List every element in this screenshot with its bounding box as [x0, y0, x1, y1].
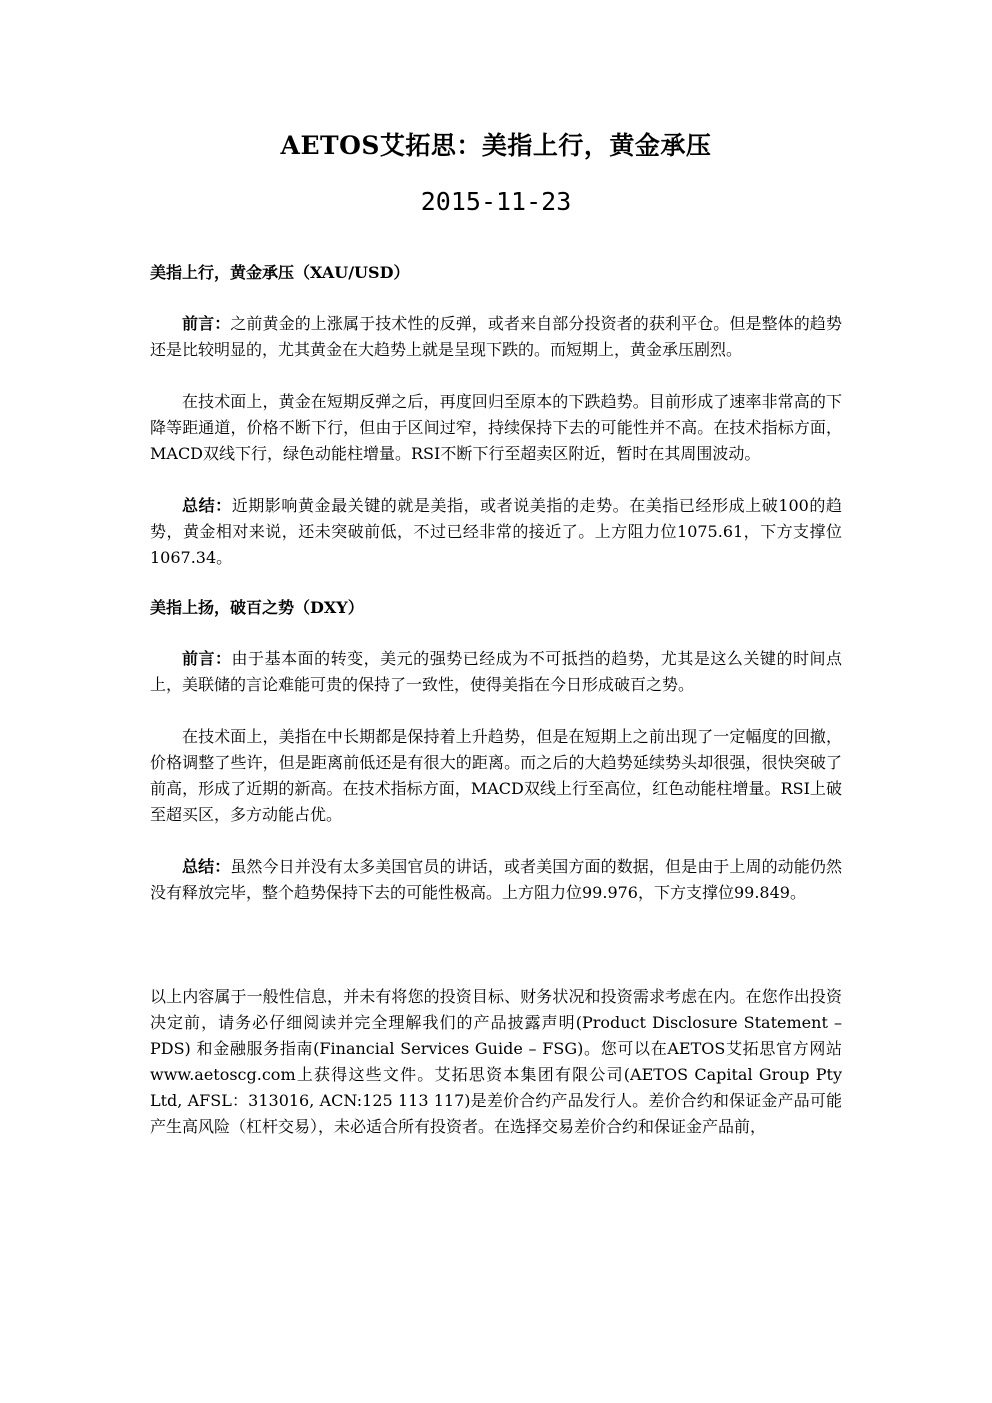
section-gold	[150, 260, 842, 571]
section-heading: 美指上扬，破百之势（DXY）	[150, 598, 364, 617]
preface-paragraph	[150, 646, 842, 698]
disclaimer-paragraph: 以上内容属于一般性信息，并未有将您的投资目标、财务状况和投资需求考虑在内。在您作出投资决定前，请务必仔细阅读并完全理解我们的产品披露声明(Product Disclosure Statement – PDS) 和金融服务指南(Financial Services Guide – FSG)。您可以在AETOS艾拓思官方网站www.aetoscg.com上获得这些文件。艾拓思资本集团有限公司(AETOS Capital Group Pty Ltd, AFSL：313016, ACN:125 113 117)是差价合约产品发行人。差价合约和保证金产品可能产生高风险（杠杆交易），未必适合所有投资者。在选择交易差价合约和保证金产品前，	[150, 987, 842, 1136]
summary-paragraph	[150, 854, 842, 906]
section-heading: 美指上行，黄金承压（XAU/USD）	[150, 263, 410, 282]
summary-label: 总结：	[182, 496, 232, 515]
document-page	[150, 128, 842, 1156]
summary-paragraph	[150, 493, 842, 571]
preface-paragraph	[150, 311, 842, 363]
summary-label: 总结：	[182, 857, 231, 876]
technical-paragraph: 在技术面上，美指在中长期都是保持着上升趋势，但是在短期上之前出现了一定幅度的回撤，价格调整了些许，但是距离前低还是有很大的距离。而之后的大趋势延续势头却很强，很快突破了前高，形成了近期的新高。在技术指标方面，MACD双线上行至高位，红色动能柱增量。RSI上破至超买区，多方动能占优。	[150, 727, 842, 824]
section-dxy	[150, 595, 842, 906]
summary-text: 近期影响黄金最关键的就是美指，或者说美指的走势。在美指已经形成上破100的趋势，黄金相对来说，还未突破前低，不过已经非常的接近了。上方阻力位1075.61，下方支撑位1067.34。	[150, 496, 842, 567]
preface-text: 由于基本面的转变，美元的强势已经成为不可抵挡的趋势，尤其是这么关键的时间点上，美联储的言论难能可贵的保持了一致性，使得美指在今日形成破百之势。	[150, 649, 842, 694]
summary-text: 虽然今日并没有太多美国官员的讲话，或者美国方面的数据，但是由于上周的动能仍然没有释放完毕，整个趋势保持下去的可能性极高。上方阻力位99.976，下方支撑位99.849。	[150, 857, 842, 902]
document-date: 2015-11-23	[420, 187, 572, 216]
technical-paragraph: 在技术面上，黄金在短期反弹之后，再度回归至原本的下跌趋势。目前形成了速率非常高的下降等距通道，价格不断下行，但由于区间过窄，持续保持下去的可能性并不高。在技术指标方面，MACD双线下行，绿色动能柱增量。RSI不断下行至超卖区附近，暂时在其周围波动。	[150, 392, 842, 463]
preface-text: 之前黄金的上涨属于技术性的反弹，或者来自部分投资者的获利平仓。但是整体的趋势还是比较明显的，尤其黄金在大趋势上就是呈现下跌的。而短期上，黄金承压剧烈。	[150, 314, 842, 359]
document-title: AETOS艾拓思：美指上行，黄金承压	[280, 131, 712, 160]
preface-label: 前言：	[182, 314, 231, 333]
preface-label: 前言：	[182, 649, 232, 668]
